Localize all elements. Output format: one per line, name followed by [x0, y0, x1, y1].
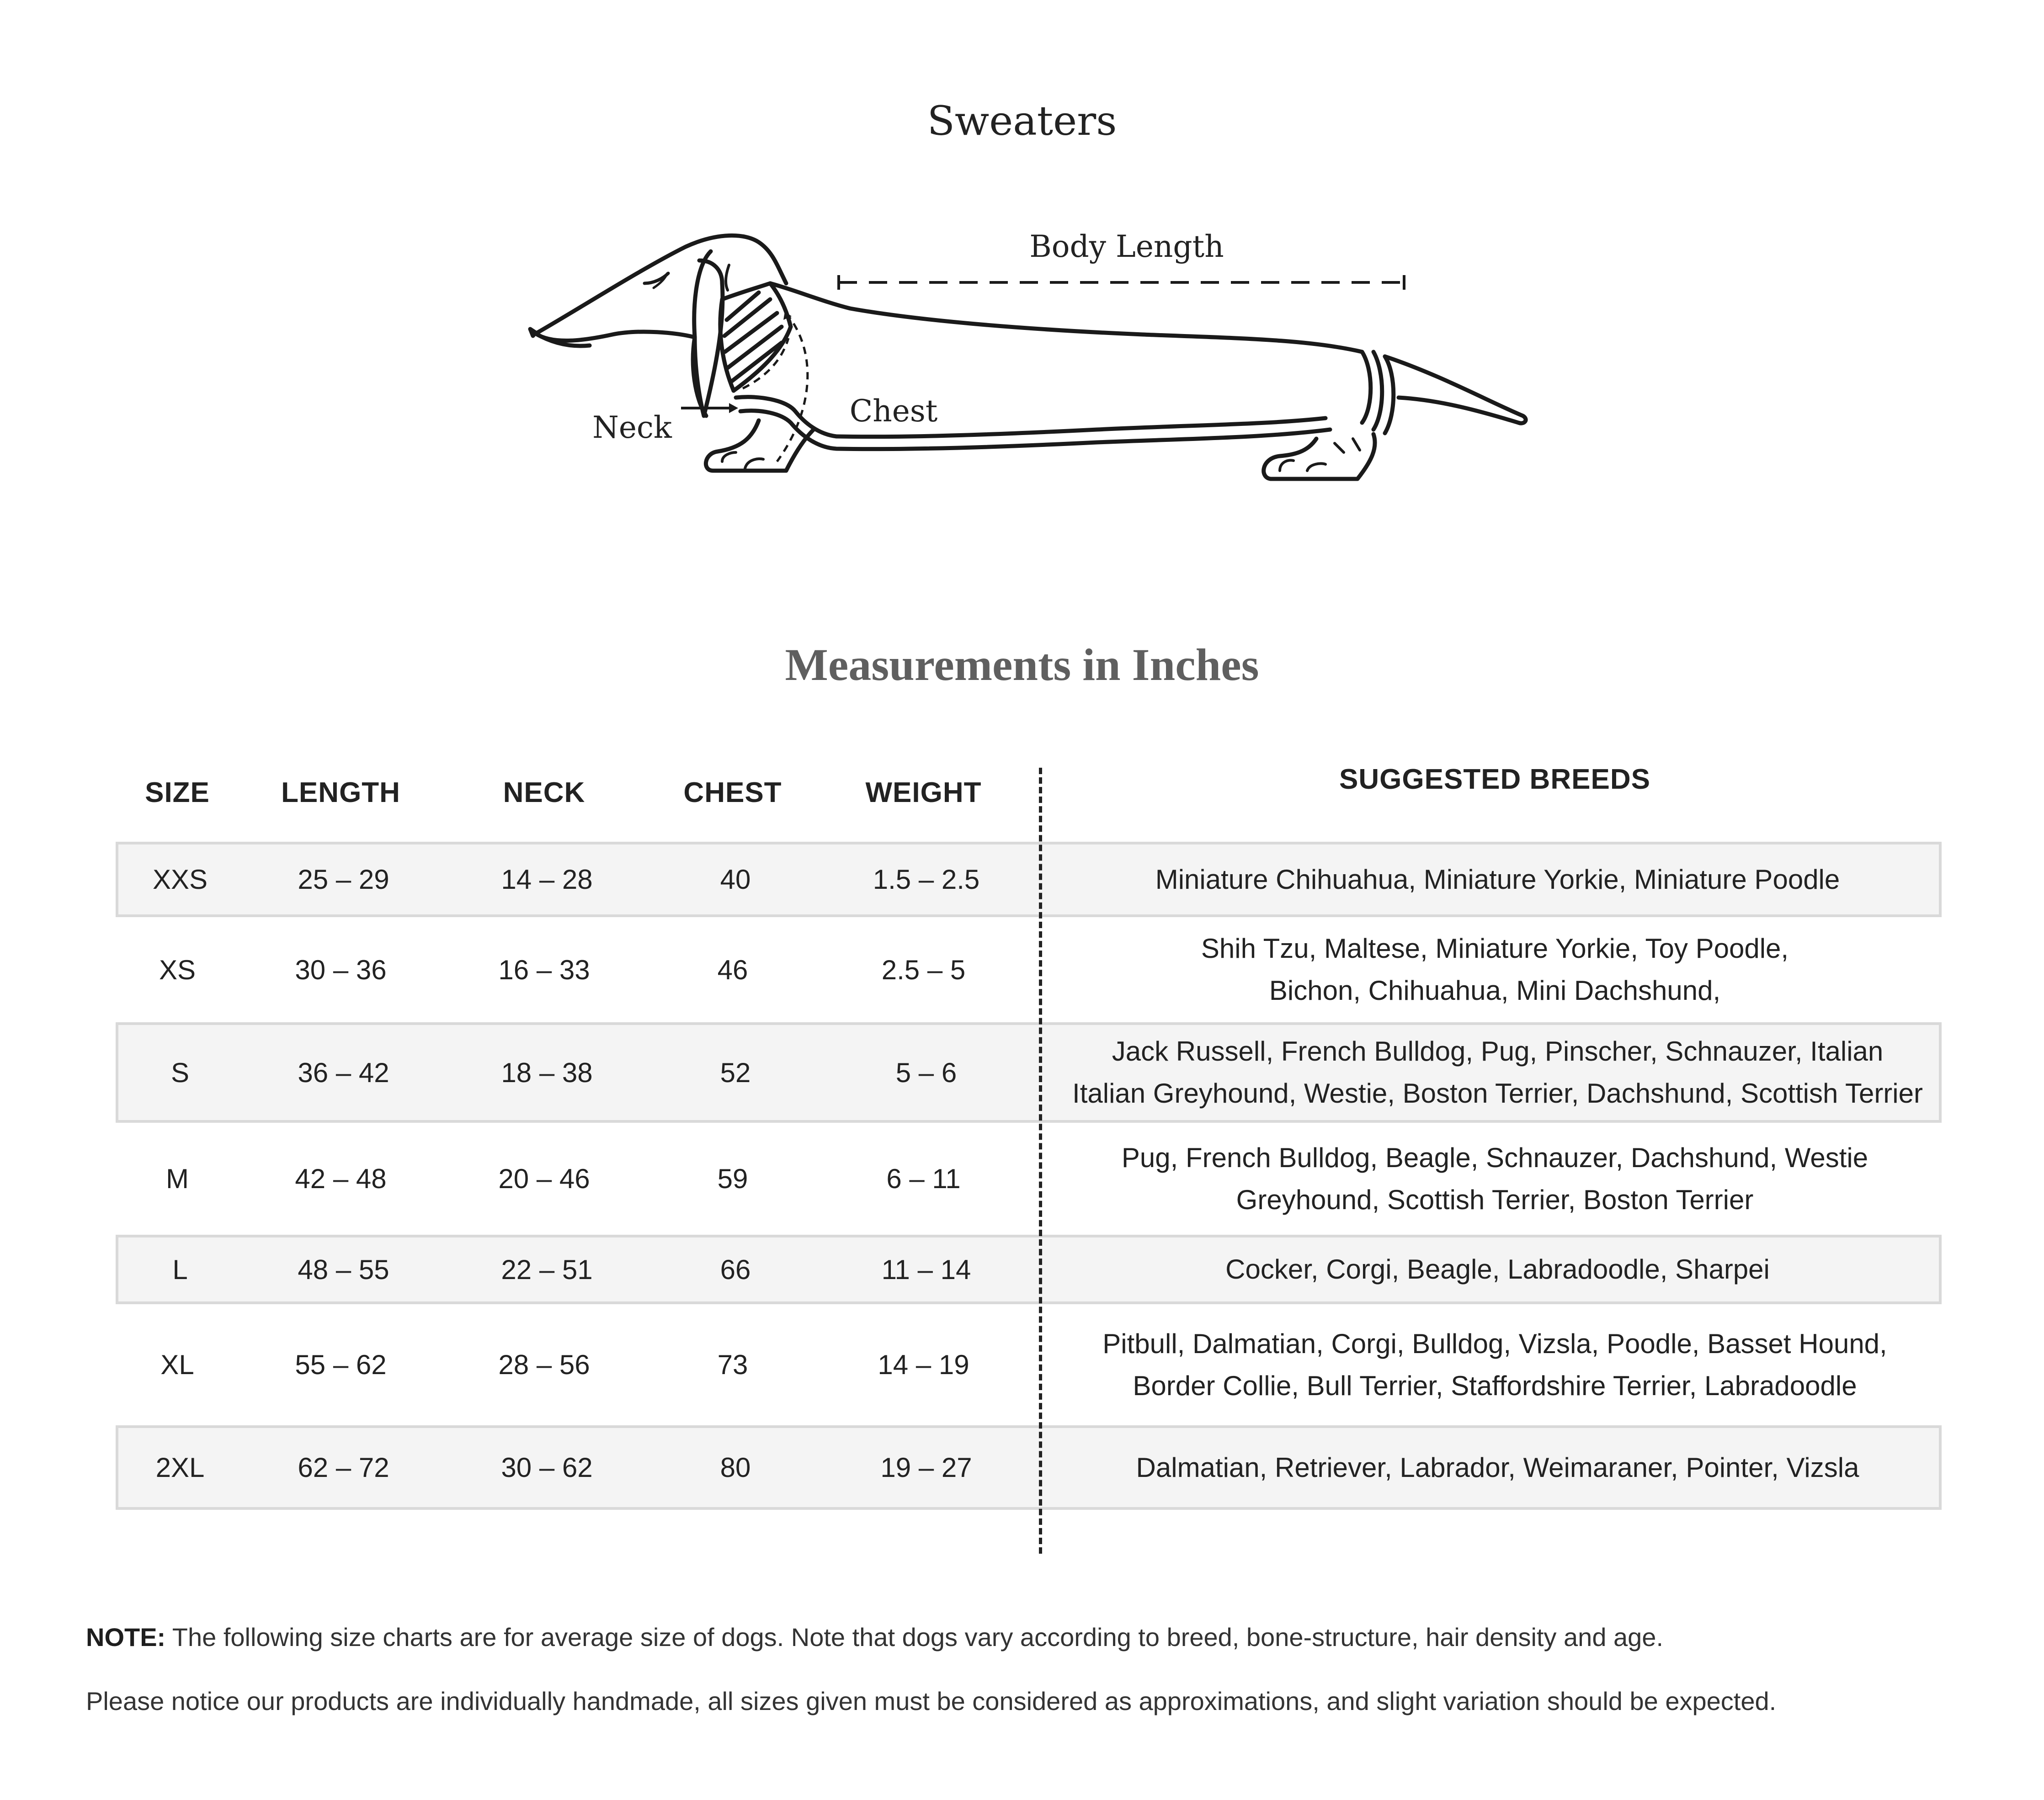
column-header-length: LENGTH — [281, 777, 400, 808]
cell-size: M — [166, 1163, 189, 1194]
cell-breeds — [1048, 1123, 1942, 1235]
dog-legs-icon — [706, 420, 1375, 479]
body-length-measure-line — [839, 275, 1404, 290]
cell-length: 30 – 36 — [295, 954, 387, 985]
note-text: The following size charts are for average size of dogs. Note that dogs vary according to breed, bone-structure, hair density and age. — [165, 1623, 1664, 1651]
cell-size: XXS — [152, 864, 208, 895]
cell-chest: 66 — [720, 1254, 751, 1285]
cell-breeds — [1051, 1025, 1944, 1120]
breeds-line: Border Collie, Bull Terrier, Staffordshire Terrier, Labradoodle — [1133, 1370, 1857, 1401]
cell-length: 55 – 62 — [295, 1349, 387, 1380]
chest-label: Chest — [849, 393, 938, 429]
note-label: NOTE: — [86, 1623, 166, 1651]
cell-weight: 11 – 14 — [881, 1254, 971, 1285]
table-row — [116, 917, 1942, 1022]
breeds-line: Miniature Chihuahua, Miniature Yorkie, Miniature Poodle — [1155, 864, 1840, 895]
cell-breeds — [1048, 917, 1942, 1022]
cell-neck: 22 – 51 — [501, 1254, 593, 1285]
cell-chest: 46 — [717, 954, 748, 985]
body-length-label: Body Length — [1029, 229, 1224, 264]
table-row — [116, 1123, 1942, 1235]
cell-weight: 2.5 – 5 — [881, 954, 966, 985]
table-row — [116, 1022, 1942, 1123]
cell-breeds — [1051, 1428, 1944, 1507]
breeds-line: Cocker, Corgi, Beagle, Labradoodle, Sharpei — [1225, 1254, 1770, 1285]
cell-chest: 80 — [720, 1452, 751, 1483]
size-chart-table — [116, 759, 1942, 1483]
size-note — [86, 1622, 2006, 1652]
cell-neck: 28 – 56 — [498, 1349, 590, 1380]
breeds-line: Pitbull, Dalmatian, Corgi, Bulldog, Vizsla, Poodle, Basset Hound, — [1102, 1328, 1887, 1359]
cell-size: 2XL — [155, 1452, 205, 1483]
chest-measure-line — [743, 313, 808, 462]
dog-head-icon — [536, 235, 786, 416]
cell-chest: 40 — [720, 864, 751, 895]
cell-neck: 18 – 38 — [501, 1057, 593, 1088]
cell-neck: 16 – 33 — [498, 954, 590, 985]
cell-length: 62 – 72 — [298, 1452, 389, 1483]
neck-label: Neck — [592, 410, 672, 445]
column-header-neck: NECK — [503, 777, 586, 808]
table-heading: Measurements in Inches — [785, 639, 1259, 690]
table-row — [116, 842, 1942, 917]
cell-weight: 5 – 6 — [895, 1057, 957, 1088]
breeds-line: Shih Tzu, Maltese, Miniature Yorkie, Toy Poodle, — [1201, 933, 1789, 964]
dachshund-sweater-diagram — [503, 215, 1554, 562]
breeds-line: Bichon, Chihuahua, Mini Dachshund, — [1269, 975, 1721, 1006]
cell-weight: 6 – 11 — [886, 1163, 961, 1194]
cell-chest: 59 — [717, 1163, 748, 1194]
table-row — [116, 1304, 1942, 1425]
cell-weight: 19 – 27 — [880, 1452, 972, 1483]
cell-breeds — [1048, 1304, 1942, 1425]
cell-breeds — [1051, 844, 1944, 914]
table-header-row — [116, 759, 1942, 827]
cell-size: L — [172, 1254, 188, 1285]
sweater-collar-icon — [720, 283, 791, 391]
breeds-line: Pug, French Bulldog, Beagle, Schnauzer, Dachshund, Westie — [1121, 1142, 1868, 1173]
nose-icon — [530, 329, 536, 336]
cell-neck: 30 – 62 — [501, 1452, 593, 1483]
table-row — [116, 1425, 1942, 1510]
cell-size: S — [170, 1057, 190, 1088]
breeds-line: Jack Russell, French Bulldog, Pug, Pinscher, Schnauzer, Italian — [1112, 1036, 1884, 1067]
cell-length: 36 – 42 — [298, 1057, 389, 1088]
column-header-weight: WEIGHT — [865, 777, 982, 808]
cell-neck: 20 – 46 — [498, 1163, 590, 1194]
cell-weight: 14 – 19 — [878, 1349, 969, 1380]
cell-size: XL — [160, 1349, 194, 1380]
neck-arrow-icon — [681, 403, 738, 413]
column-header-chest: CHEST — [683, 777, 782, 808]
cell-chest: 73 — [717, 1349, 748, 1380]
breeds-line: Dalmatian, Retriever, Labrador, Weimaraner, Pointer, Vizsla — [1136, 1452, 1859, 1483]
table-row — [116, 1235, 1942, 1304]
cell-neck: 14 – 28 — [501, 864, 593, 895]
column-divider — [1039, 768, 1042, 1554]
cell-breeds — [1051, 1237, 1944, 1301]
breeds-line: Italian Greyhound, Westie, Boston Terrier, Dachshund, Scottish Terrier — [1072, 1078, 1923, 1109]
cell-weight: 1.5 – 2.5 — [873, 864, 980, 895]
column-header-breeds: SUGGESTED BREEDS — [1339, 764, 1650, 795]
cell-length: 48 – 55 — [298, 1254, 389, 1285]
cell-length: 42 – 48 — [295, 1163, 387, 1194]
cell-chest: 52 — [720, 1057, 751, 1088]
cell-size: XS — [159, 954, 196, 985]
page-title: Sweaters — [927, 97, 1117, 144]
cell-length: 25 – 29 — [298, 864, 389, 895]
handmade-disclaimer: Please notice our products are individually handmade, all sizes given must be considered as approximations, and slight variation should be expected. — [86, 1687, 1777, 1715]
breeds-line: Greyhound, Scottish Terrier, Boston Terrier — [1236, 1184, 1754, 1215]
column-header-size: SIZE — [145, 777, 210, 808]
